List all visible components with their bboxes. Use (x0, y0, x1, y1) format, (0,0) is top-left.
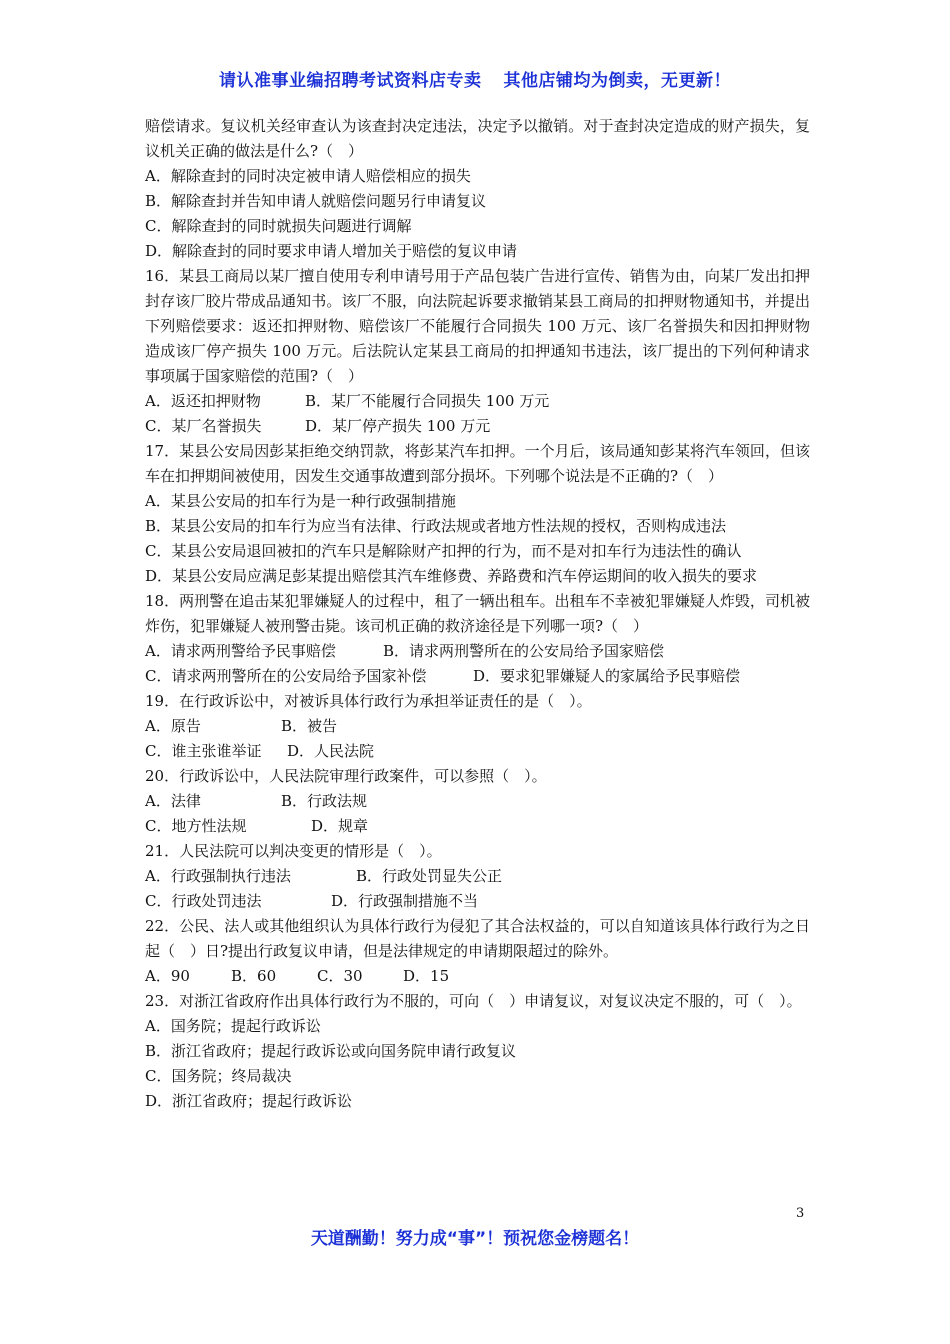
q21-options-row-1 (145, 864, 810, 889)
q23-option-d: D．浙江省政府；提起行政诉讼 (145, 1092, 353, 1110)
q17-option-b: B．某县公安局的扣车行为应当有法律、行政法规或者地方性法规的授权，否则构成违法 (145, 517, 727, 535)
q15-option-b: B．解除查封并告知申请人就赔偿问题另行申请复议 (145, 192, 487, 210)
q17-option-c: C．某县公安局退回被扣的汽车只是解除财产扣押的行为，而不是对扣车行为违法性的确认 (145, 542, 742, 560)
q19-option-b: B．被告 (281, 717, 338, 735)
q20-option-d: D．规章 (311, 817, 369, 835)
q17-option-a: A．某县公安局的扣车行为是一种行政强制措施 (145, 492, 456, 510)
q21-option-c: C．行政处罚违法 (145, 892, 262, 910)
q18-option-b: B．请求两刑警所在的公安局给予国家赔偿 (383, 642, 665, 660)
q20-option-b: B．行政法规 (281, 792, 368, 810)
q19-option-d: D．人民法院 (287, 742, 375, 760)
q20-options-row-1 (145, 789, 810, 814)
question-21: 21．人民法院可以判决变更的情形是（ ）。 (145, 842, 442, 860)
q21-options-row-2 (145, 889, 810, 914)
q22-option-a: A．90 (145, 967, 190, 985)
q19-options-row-1 (145, 714, 810, 739)
q18-options-row-2 (145, 664, 810, 689)
q16-option-a: A．返还扣押财物 (145, 392, 261, 410)
q21-option-a: A．行政强制执行违法 (145, 867, 291, 885)
page-header (0, 66, 950, 91)
question-17: 17．某县公安局因彭某拒绝交纳罚款，将彭某汽车扣押。一个月后，该局通知彭某将汽车领回，但该车在扣押期间被使用，因发生交通事故遭到部分损坏。下列哪个说法是不正确的?（ ） (145, 442, 810, 485)
question-18: 18．两刑警在追击某犯罪嫌疑人的过程中，租了一辆出租车。出租车不幸被犯罪嫌疑人炸毁，司机被炸伤，犯罪嫌疑人被刑警击毙。该司机正确的救济途径是下列哪一项?（ ） (145, 592, 810, 635)
q16-option-b: B．某厂不能履行合同损失 100 万元 (305, 392, 550, 410)
q23-option-a: A．国务院；提起行政诉讼 (145, 1017, 321, 1035)
q15-option-d: D．解除查封的同时要求申请人增加关于赔偿的复议申请 (145, 242, 518, 260)
q16-options-row-2 (145, 414, 810, 439)
header-left-text: 请认准事业编招聘考试资料店专卖 (219, 71, 482, 91)
q22-option-b: B．60 (231, 967, 277, 985)
q16-option-c: C．某厂名誉损失 (145, 417, 262, 435)
q18-option-c: C．请求两刑警所在的公安局给予国家补偿 (145, 667, 427, 685)
q21-option-d: D．行政强制措施不当 (331, 892, 479, 910)
q19-option-a: A．原告 (145, 717, 201, 735)
q23-option-c: C．国务院；终局裁决 (145, 1067, 292, 1085)
q15-option-a: A．解除查封的同时决定被申请人赔偿相应的损失 (145, 167, 471, 185)
page-number: 3 (796, 1206, 805, 1221)
q16-options-row-1 (145, 389, 810, 414)
q19-options-row-2 (145, 739, 810, 764)
q22-option-d: D．15 (403, 967, 450, 985)
q20-option-c: C．地方性法规 (145, 817, 247, 835)
q22-option-c: C．30 (317, 967, 363, 985)
question-16: 16．某县工商局以某厂擅自使用专利申请号用于产品包装广告进行宣传、销售为由，向某厂发出扣押封存该厂胶片带成品通知书。该厂不服，向法院起诉要求撤销某县工商局的扣押财物通知书，并提出下列赔偿要求：返还扣押财物、赔偿该厂不能履行合同损失 100 万元、该厂名誉损失和因扣押财物造成该厂停产损失 100 万元。后法院认定某县工商局的扣押通知书违法，该厂提出的下列何种请求事项属于国家赔偿的范围?（ ） (145, 267, 810, 385)
page-footer: 天道酬勤！努力成“事”！预祝您金榜题名！ (310, 1229, 640, 1249)
question-23: 23．对浙江省政府作出具体行政行为不服的，可向（ ）申请复议，对复议决定不服的，可（ ）。 (145, 992, 802, 1010)
q18-option-d: D．要求犯罪嫌疑人的家属给予民事赔偿 (473, 667, 741, 685)
question-22: 22．公民、法人或其他组织认为具体行政行为侵犯了其合法权益的，可以自知道该具体行政行为之日起（ ）日?提出行政复议申请，但是法律规定的申请期限超过的除外。 (145, 917, 810, 960)
q21-option-b: B．行政处罚显失公正 (356, 867, 503, 885)
q18-options-row-1 (145, 639, 810, 664)
q19-option-c: C．谁主张谁举证 (145, 742, 262, 760)
q20-option-a: A．法律 (145, 792, 201, 810)
q23-option-b: B．浙江省政府；提起行政诉讼或向国务院申请行政复议 (145, 1042, 517, 1060)
page-content (145, 114, 810, 1114)
question-15-continuation: 赔偿请求。复议机关经审查认为该查封决定违法，决定予以撤销。对于查封决定造成的财产损失，复议机关正确的做法是什么?（ ） (145, 117, 810, 160)
header-right-text: 其他店铺均为倒卖，无更新！ (503, 71, 731, 91)
q22-options-row (145, 964, 810, 989)
q16-option-d: D．某厂停产损失 100 万元 (305, 417, 491, 435)
question-20: 20．行政诉讼中，人民法院审理行政案件，可以参照（ ）。 (145, 767, 547, 785)
q18-option-a: A．请求两刑警给予民事赔偿 (145, 642, 336, 660)
q20-options-row-2 (145, 814, 810, 839)
q15-option-c: C．解除查封的同时就损失问题进行调解 (145, 217, 412, 235)
q17-option-d: D．某县公安局应满足彭某提出赔偿其汽车维修费、养路费和汽车停运期间的收入损失的要求 (145, 567, 758, 585)
question-19: 19．在行政诉讼中，对被诉具体行政行为承担举证责任的是（ ）。 (145, 692, 592, 710)
